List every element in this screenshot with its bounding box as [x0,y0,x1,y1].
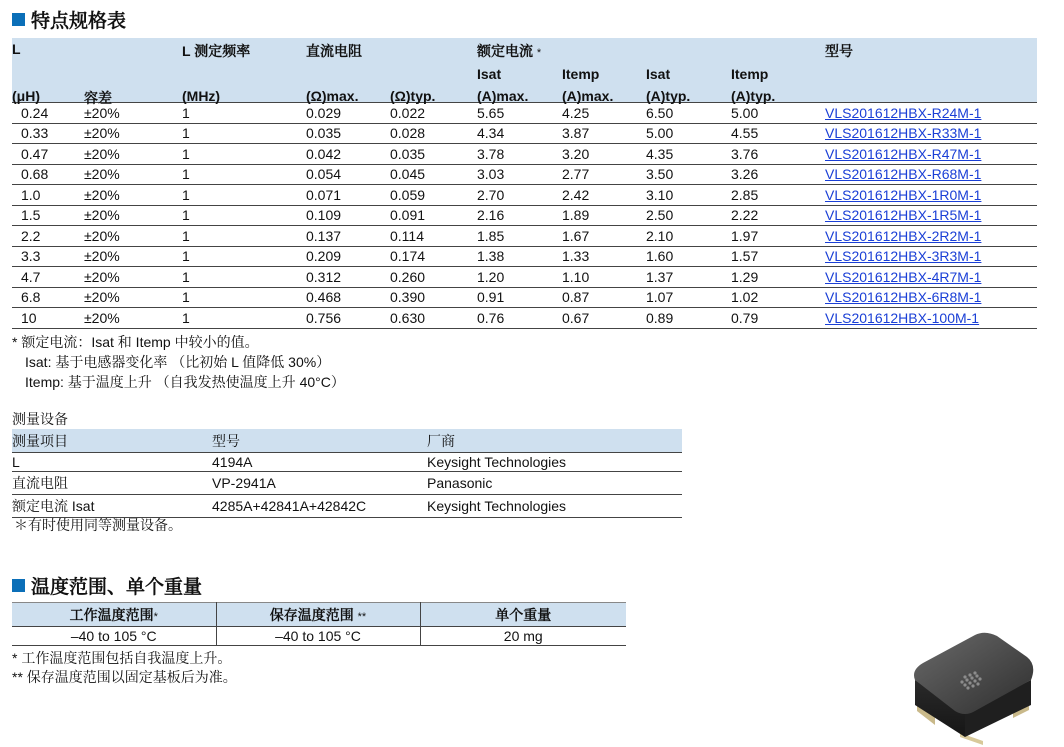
spec-cell: 6.8 [12,287,84,308]
header-storage-temp: 保存温度范围 ** [216,603,420,627]
spec-cell: 3.26 [731,164,825,185]
spec-cell: 1.0 [12,185,84,206]
equipment-note: ＊有时使用同等测量设备。 [14,517,182,533]
spec-cell: 0.209 [306,246,390,267]
spec-cell: 0.054 [306,164,390,185]
spec-cell: 0.24 [12,103,84,124]
operating-temp-note: * 工作温度范围包括自我温度上升。 [12,650,232,666]
spec-cell: 1 [182,246,306,267]
model-link[interactable]: VLS201612HBX-R24M-1 [825,104,982,121]
table-row [12,144,1037,165]
section-square-icon [12,579,25,592]
model-cell [825,205,1037,226]
spec-cell: ±20% [84,144,182,165]
spec-cell: 0.390 [390,287,477,308]
spec-cell: 4.35 [646,144,731,165]
spec-cell: 1.57 [731,246,825,267]
spec-cell: 3.50 [646,164,731,185]
spec-cell: ±20% [84,103,182,124]
equipment-cell: Panasonic [427,472,682,495]
spec-cell: 2.2 [12,226,84,247]
section-title-temperature [12,572,202,599]
header-model: 型号 [825,38,1037,103]
model-cell [825,267,1037,288]
spec-cell: 0.091 [390,205,477,226]
spec-cell: 4.34 [477,123,562,144]
spec-header-row [12,38,1037,103]
spec-cell: 0.022 [390,103,477,124]
header-itemp-max: Itemp (A)max. [562,38,646,103]
table-row [12,103,1037,124]
model-cell [825,246,1037,267]
header-isat-max: 额定电流 * Isat (A)max. [477,38,562,103]
spec-cell: 2.16 [477,205,562,226]
equipment-header-maker: 厂商 [427,429,682,453]
spec-cell: 5.65 [477,103,562,124]
spec-cell: 1 [182,267,306,288]
section-title-text: 温度范围、单个重量 [31,576,203,598]
model-link[interactable]: VLS201612HBX-R68M-1 [825,166,982,183]
model-link[interactable]: VLS201612HBX-R47M-1 [825,145,982,162]
equipment-header-item: 测量项目 [12,429,212,453]
spec-cell: 2.70 [477,185,562,206]
table-row [12,472,682,495]
spec-cell: 1 [182,144,306,165]
spec-cell: 1 [182,185,306,206]
spec-cell: 1.29 [731,267,825,288]
spec-cell: 1.07 [646,287,731,308]
spec-cell: 0.87 [562,287,646,308]
spec-cell: 0.89 [646,308,731,329]
model-link[interactable]: VLS201612HBX-3R3M-1 [825,248,982,265]
spec-cell: 1 [182,205,306,226]
spec-cell: 0.137 [306,226,390,247]
model-cell [825,164,1037,185]
table-row [12,267,1037,288]
spec-cell: 1.10 [562,267,646,288]
spec-cell: 1 [182,103,306,124]
spec-cell: 0.029 [306,103,390,124]
spec-cell: 5.00 [646,123,731,144]
storage-temp-value: –40 to 105 °C [216,627,420,646]
spec-cell: 1.67 [562,226,646,247]
model-cell [825,185,1037,206]
spec-cell: 4.7 [12,267,84,288]
model-link[interactable]: VLS201612HBX-100M-1 [825,309,980,326]
rated-current-note: * 额定电流：Isat 和 Itemp 中较小的值。 [12,334,259,350]
spec-cell: ±20% [84,287,182,308]
spec-cell: 0.312 [306,267,390,288]
equipment-cell: Keysight Technologies [427,495,682,518]
spec-cell: 3.78 [477,144,562,165]
model-link[interactable]: VLS201612HBX-6R8M-1 [825,289,982,306]
header-l: L (μH) [12,38,84,103]
storage-temp-note: ** 保存温度范围以固定基板后为准。 [12,669,237,685]
equipment-title: 测量设备 [12,411,68,427]
spec-cell: 1.37 [646,267,731,288]
equipment-cell: 额定电流 Isat [12,495,212,518]
spec-cell: 3.10 [646,185,731,206]
spec-cell: 2.10 [646,226,731,247]
header-dcr-typ: (Ω)typ. [390,38,477,103]
spec-cell: ±20% [84,226,182,247]
spec-cell: 0.042 [306,144,390,165]
spec-cell: 1.5 [12,205,84,226]
equipment-cell: 4285A+42841A+42842C [212,495,427,518]
spec-cell: 0.114 [390,226,477,247]
spec-cell: ±20% [84,308,182,329]
model-link[interactable]: VLS201612HBX-R33M-1 [825,125,982,142]
spec-cell: ±20% [84,123,182,144]
spec-cell: 0.67 [562,308,646,329]
itemp-note: Itemp: 基于温度上升 （自我发热使温度上升 40°C） [25,374,345,390]
spec-cell: 2.42 [562,185,646,206]
model-cell [825,123,1037,144]
spec-cell: 1.20 [477,267,562,288]
spec-cell: 3.76 [731,144,825,165]
table-row [12,453,682,472]
spec-cell: ±20% [84,164,182,185]
spec-cell: 3.03 [477,164,562,185]
spec-cell: 1.85 [477,226,562,247]
equipment-table [12,429,682,518]
equipment-cell: 4194A [212,453,427,472]
isat-note: Isat: 基于电感器变化率 （比初始 L 值降低 30%） [25,354,331,370]
spec-table [12,38,1037,329]
spec-cell: 0.756 [306,308,390,329]
spec-cell: 1 [182,164,306,185]
spec-cell: 3.20 [562,144,646,165]
equipment-cell: VP-2941A [212,472,427,495]
table-row [12,164,1037,185]
spec-cell: 6.50 [646,103,731,124]
temperature-header-row [12,603,626,627]
spec-cell: 2.77 [562,164,646,185]
spec-cell: 3.3 [12,246,84,267]
table-row [12,308,1037,329]
spec-cell: 1.33 [562,246,646,267]
header-dcr-max: 直流电阻 (Ω)max. [306,38,390,103]
equipment-header-row [12,429,682,453]
table-row [12,226,1037,247]
spec-cell: 2.50 [646,205,731,226]
spec-cell: 0.059 [390,185,477,206]
spec-cell: 0.468 [306,287,390,308]
spec-cell: 0.035 [390,144,477,165]
model-link[interactable]: VLS201612HBX-2R2M-1 [825,227,982,244]
spec-cell: 1 [182,287,306,308]
model-cell [825,226,1037,247]
spec-cell: ±20% [84,185,182,206]
model-cell [825,103,1037,124]
spec-cell: 4.55 [731,123,825,144]
spec-cell: 0.260 [390,267,477,288]
spec-cell: 1 [182,308,306,329]
spec-cell: 0.68 [12,164,84,185]
spec-cell: 0.630 [390,308,477,329]
spec-cell: 3.87 [562,123,646,144]
spec-cell: 2.22 [731,205,825,226]
spec-cell: 0.028 [390,123,477,144]
spec-cell: 0.035 [306,123,390,144]
spec-cell: 0.33 [12,123,84,144]
spec-cell: 5.00 [731,103,825,124]
operating-temp-value: –40 to 105 °C [12,627,216,646]
section-square-icon [12,13,25,26]
equipment-cell: 直流电阻 [12,472,212,495]
spec-cell: 10 [12,308,84,329]
spec-cell: 1 [182,123,306,144]
equipment-header-model: 型号 [212,429,427,453]
table-row [12,287,1037,308]
model-link[interactable]: VLS201612HBX-1R0M-1 [825,186,982,203]
table-row [12,246,1037,267]
spec-cell: ±20% [84,267,182,288]
spec-cell: 2.85 [731,185,825,206]
header-tolerance: 容差 [84,38,182,103]
spec-cell: 0.76 [477,308,562,329]
spec-cell: 0.91 [477,287,562,308]
inductor-product-image [905,625,1040,745]
unit-weight-value: 20 mg [420,627,626,646]
section-title-specs [12,6,126,33]
header-itemp-typ: Itemp (A)typ. [731,38,825,103]
spec-cell: ±20% [84,246,182,267]
spec-cell: 1.97 [731,226,825,247]
header-isat-typ: Isat (A)typ. [646,38,731,103]
model-link[interactable]: VLS201612HBX-1R5M-1 [825,207,982,224]
spec-cell: 1.60 [646,246,731,267]
spec-cell: 4.25 [562,103,646,124]
table-row [12,123,1037,144]
model-cell [825,308,1037,329]
header-frequency: L 测定频率 (MHz) [182,38,306,103]
model-cell [825,144,1037,165]
table-row [12,185,1037,206]
spec-cell: 0.174 [390,246,477,267]
spec-cell: 0.045 [390,164,477,185]
spec-cell: ±20% [84,205,182,226]
model-link[interactable]: VLS201612HBX-4R7M-1 [825,268,982,285]
spec-cell: 1.02 [731,287,825,308]
spec-cell: 1 [182,226,306,247]
spec-cell: 1.89 [562,205,646,226]
temperature-table [12,602,626,646]
spec-cell: 0.071 [306,185,390,206]
model-cell [825,287,1037,308]
spec-cell: 0.79 [731,308,825,329]
equipment-cell: Keysight Technologies [427,453,682,472]
spec-cell: 1.38 [477,246,562,267]
spec-cell: 0.47 [12,144,84,165]
table-row [12,205,1037,226]
section-title-text: 特点规格表 [31,10,127,32]
table-row [12,627,626,646]
equipment-cell: L [12,453,212,472]
spec-cell: 0.109 [306,205,390,226]
header-operating-temp: 工作温度范围* [12,603,216,627]
header-unit-weight: 单个重量 [420,603,626,627]
